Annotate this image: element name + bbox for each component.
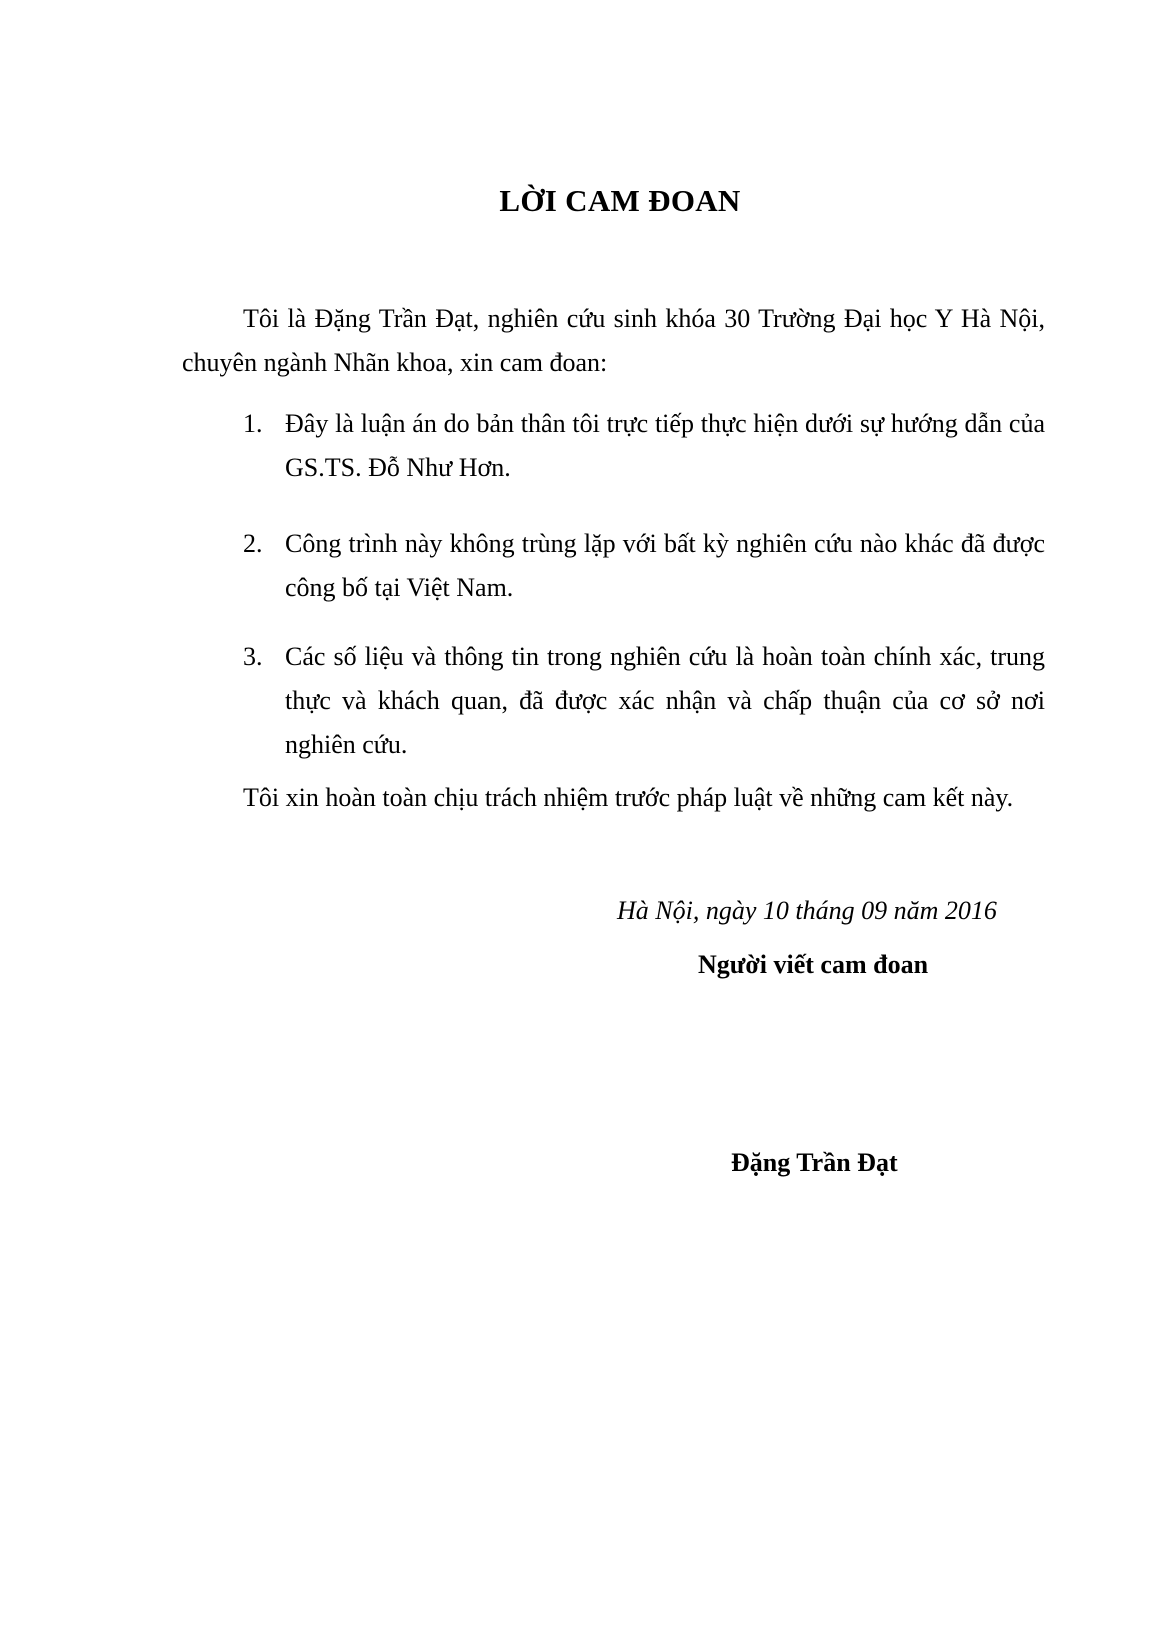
signer-label: Người viết cam đoan [698,950,929,979]
signer-name: Đặng Trần Đạt [731,1148,898,1177]
list-item-number: 3. [243,642,263,671]
page-title: LỜI CAM ĐOAN [499,183,741,218]
list-item-number: 1. [243,409,263,438]
list-item-text: Đây là luận án do bản thân tôi trực tiếp thực hiện dưới sự hướng dẫn của GS.TS. Đỗ Như Hơn. [285,409,1045,482]
intro-paragraph: Tôi là Đặng Trần Đạt, nghiên cứu sinh khóa 30 Trường Đại học Y Hà Nội, chuyên ngành Nhãn khoa, xin cam đoan: [182,304,1045,377]
list-item-text: Các số liệu và thông tin trong nghiên cứu là hoàn toàn chính xác, trung thực và khách quan, đã được xác nhận và chấp thuận của cơ sở nơi nghiên cứu. [285,642,1045,759]
closing-statement: Tôi xin hoàn toàn chịu trách nhiệm trước pháp luật về những cam kết này. [243,783,1014,812]
list-item-number: 2. [243,529,263,558]
list-item-text: Công trình này không trùng lặp với bất kỳ nghiên cứu nào khác đã được công bố tại Việt Nam. [285,529,1045,602]
date-line: Hà Nội, ngày 10 tháng 09 năm 2016 [617,896,997,925]
